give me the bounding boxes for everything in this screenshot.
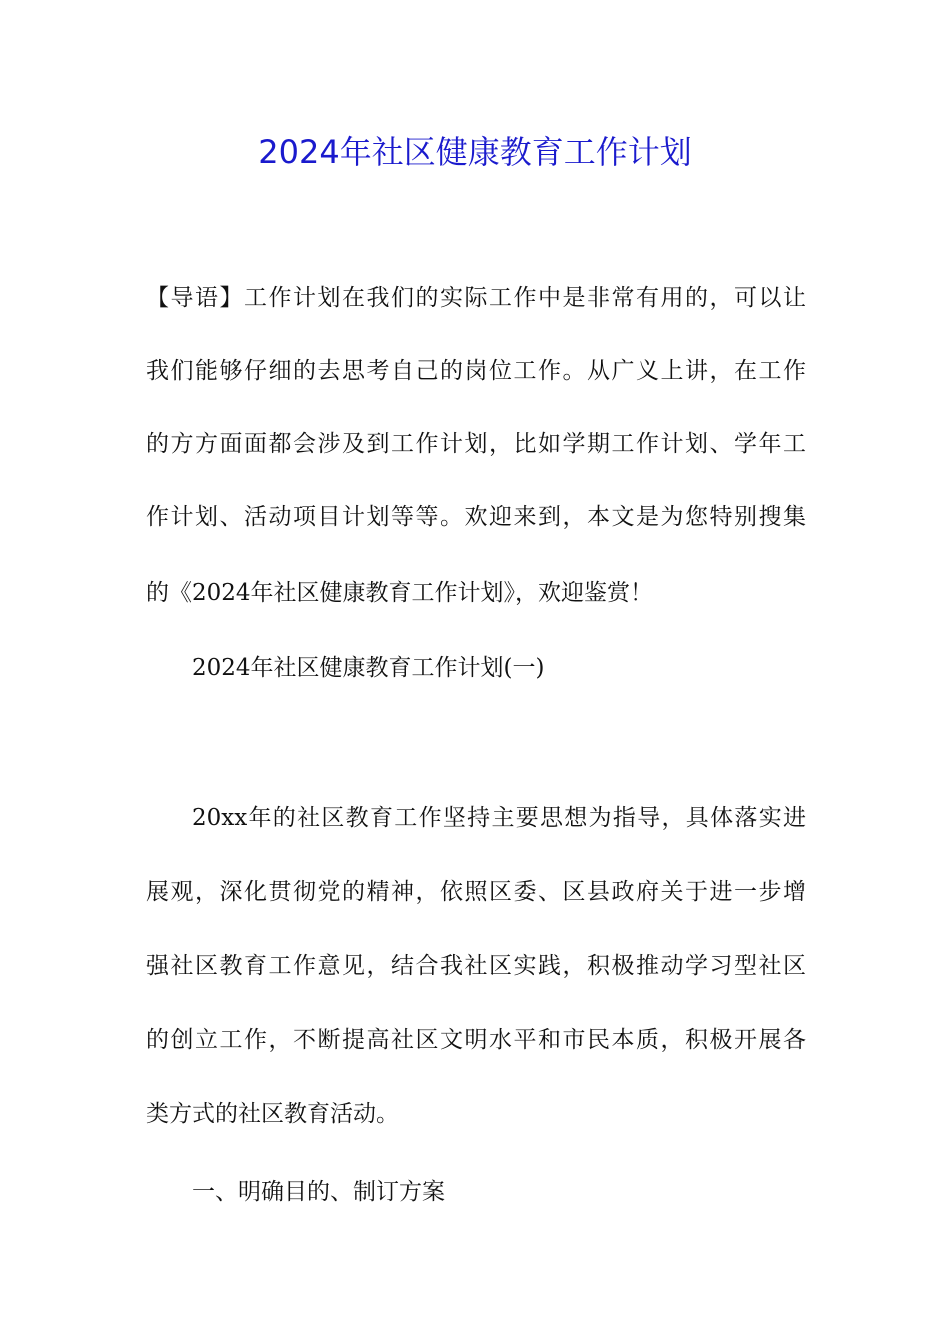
body-line-2: 展观，深化贯彻党的精神，依照区委、区县政府关于进一步增	[146, 879, 806, 905]
body-line-5: 类方式的社区教育活动。	[146, 1101, 399, 1127]
document-title: 2024年社区健康教育工作计划	[258, 133, 692, 171]
intro-line-5: 的《2024年社区健康教育工作计划》，欢迎鉴赏！	[146, 580, 654, 606]
body-line-4: 的创立工作，不断提高社区文明水平和市民本质，积极开展各	[146, 1027, 806, 1053]
intro-line-4: 作计划、活动项目计划等等。欢迎来到，本文是为您特别搜集	[146, 504, 806, 530]
body-line-3: 强社区教育工作意见，结合我社区实践，积极推动学习型社区	[146, 953, 806, 979]
section-subtitle: 2024年社区健康教育工作计划(一)	[192, 655, 545, 681]
intro-line-2: 我们能够仔细的去思考自己的岗位工作。从广义上讲，在工作	[146, 358, 806, 384]
section-heading: 一、明确目的、制订方案	[192, 1179, 445, 1205]
intro-line-3: 的方方面面都会涉及到工作计划，比如学期工作计划、学年工	[146, 431, 806, 457]
intro-line-1: 【导语】工作计划在我们的实际工作中是非常有用的，可以让	[146, 285, 806, 311]
body-line-1: 20xx年的社区教育工作坚持主要思想为指导，具体落实进	[192, 805, 806, 831]
